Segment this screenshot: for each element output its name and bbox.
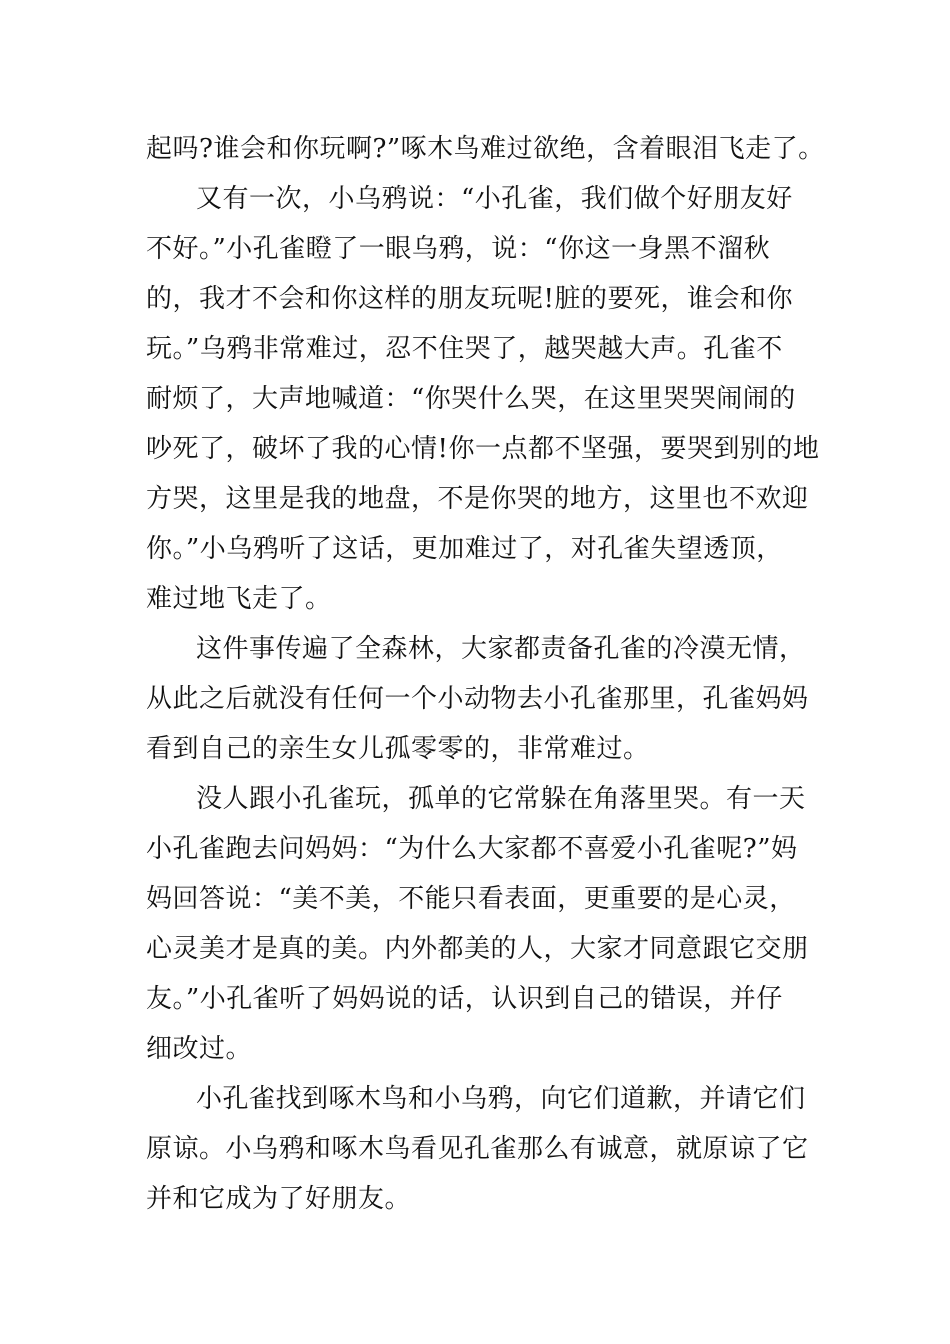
text-line: 没人跟小孔雀玩，孤单的它常躲在角落里哭。有一天 bbox=[196, 784, 806, 814]
text-line: 又有一次，小乌鸦说：“小孔雀，我们做个好朋友好 bbox=[196, 184, 793, 214]
text-line: 方哭，这里是我的地盘，不是你哭的地方，这里也不欢迎 bbox=[146, 484, 809, 514]
text-line: 耐烦了，大声地喊道：“你哭什么哭，在这里哭哭闹闹的 bbox=[146, 384, 796, 414]
text-line: 并和它成为了好朋友。 bbox=[146, 1184, 412, 1214]
text-line: 玩。”乌鸦非常难过，忍不住哭了，越哭越大声。孔雀不 bbox=[146, 334, 783, 364]
text-line: 从此之后就没有任何一个小动物去小孔雀那里，孔雀妈妈 bbox=[146, 684, 809, 714]
text-line: 心灵美才是真的美。内外都美的人，大家才同意跟它交朋 bbox=[146, 934, 809, 964]
text-line: 这件事传遍了全森林，大家都责备孔雀的冷漠无情， bbox=[196, 634, 806, 664]
text-line: 妈回答说：“美不美，不能只看表面，更重要的是心灵， bbox=[146, 884, 796, 914]
text-line: 起吗?谁会和你玩啊?”啄木鸟难过欲绝，含着眼泪飞走了。 bbox=[146, 134, 825, 164]
text-line: 难过地飞走了。 bbox=[146, 584, 332, 614]
text-line: 细改过。 bbox=[146, 1034, 253, 1064]
text-line: 原谅。小乌鸦和啄木鸟看见孔雀那么有诚意，就原谅了它 bbox=[146, 1134, 809, 1164]
text-line: 吵死了，破坏了我的心情!你一点都不坚强，要哭到别的地 bbox=[146, 434, 820, 464]
text-line: 小孔雀跑去问妈妈：“为什么大家都不喜爱小孔雀呢?”妈 bbox=[146, 834, 798, 864]
text-line: 的，我才不会和你这样的朋友玩呢!脏的要死，谁会和你 bbox=[146, 284, 793, 314]
text-line: 你。”小乌鸦听了这话，更加难过了，对孔雀失望透顶， bbox=[146, 534, 783, 564]
text-line: 不好。”小孔雀瞪了一眼乌鸦，说：“你这一身黑不溜秋 bbox=[146, 234, 771, 264]
text-line: 小孔雀找到啄木鸟和小乌鸦，向它们道歉，并请它们 bbox=[196, 1084, 806, 1114]
text-line: 友。”小孔雀听了妈妈说的话，认识到自己的错误，并仔 bbox=[146, 984, 783, 1014]
text-line: 看到自己的亲生女儿孤零零的，非常难过。 bbox=[146, 734, 650, 764]
